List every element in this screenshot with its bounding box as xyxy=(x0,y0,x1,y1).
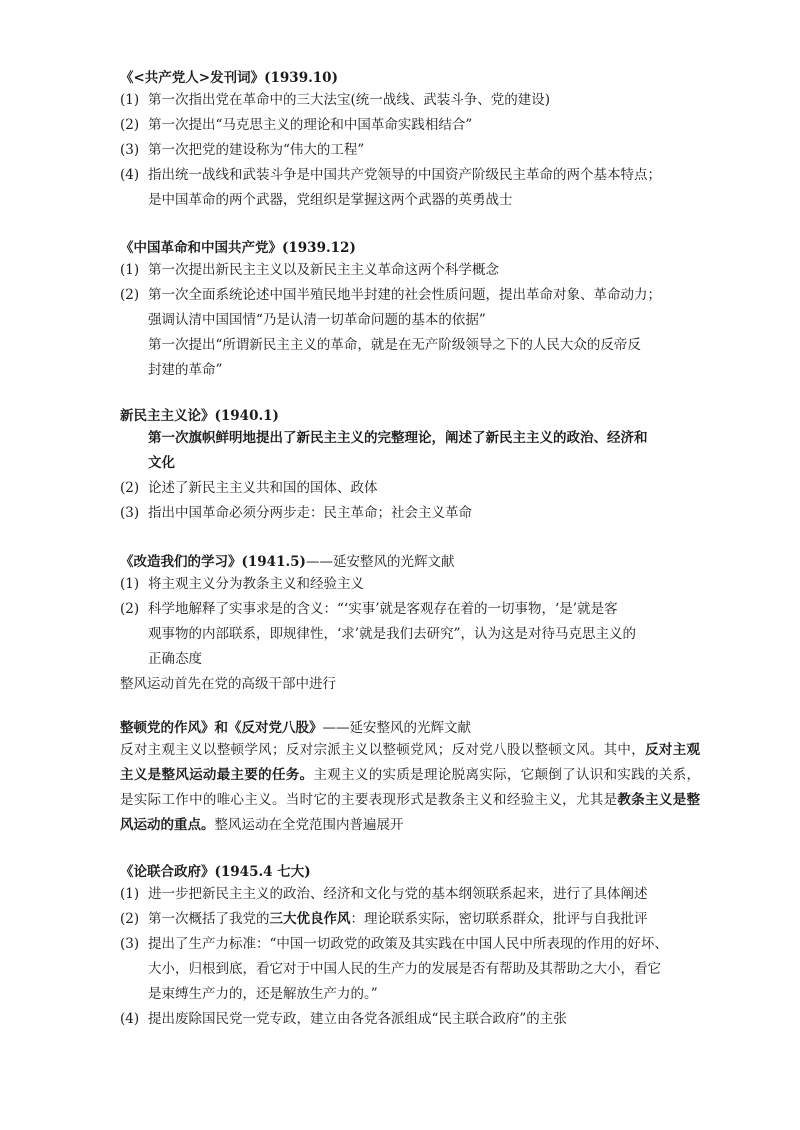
list-item: (1) 第一次指出党在革命中的三大法宝(统一战线、武装斗争、党的建设) xyxy=(120,92,551,108)
paragraph: 反对主观主义以整顿学风；反对宗派主义以整顿党风；反对党八股以整顿文风。其中，反对主观主义是整风运动最主要的任务。主观主义的实质是理论脱离实际，它颠倒了认识和实践的关系，是实际工作中的唯心主义。当时它的主要表现形式是教条主义和经验主义，尤其是教条主义是整风运动的重点。整风运动在全党范围内普遍展开 xyxy=(120,742,701,833)
list-item-continuation: 第一次提出“所谓新民主主义的革命，就是在无产阶级领导之下的人民大众的反帝反 xyxy=(148,337,641,353)
section-title: 《中国革命和中国共产党》(1939.12) xyxy=(120,240,356,256)
list-item: (2) 论述了新民主主义共和国的国体、政体 xyxy=(120,480,378,496)
bold-line: 文化 xyxy=(148,455,175,471)
section-title: 《改造我们的学习》(1941.5)——延安整风的光辉文献 xyxy=(120,554,455,570)
list-item: (1) 将主观主义分为教条主义和经验主义 xyxy=(120,576,364,592)
list-item: (3) 提出了生产力标准：“中国一切政党的政策及其实践在中国人民中所表现的作用的好坏、 xyxy=(120,936,668,952)
list-item: (2) 第一次概括了我党的三大优良作风：理论联系实际，密切联系群众，批评与自我批评 xyxy=(120,911,648,927)
list-item: (4) 提出废除国民党一党专政，建立由各党各派组成“民主联合政府”的主张 xyxy=(120,1011,567,1027)
list-item-continuation: 大小，归根到底，看它对于中国人民的生产力的发展是否有帮助及其帮助之大小，看它 xyxy=(148,961,661,977)
list-item: (2) 第一次全面系统论述中国半殖民地半封建的社会性质问题，提出革命对象、革命动力； xyxy=(120,287,661,303)
section-title: 《<共产党人>发刊词》(1939.10) xyxy=(120,70,338,86)
section-title: 《论联合政府》(1945.4 七大) xyxy=(120,864,311,880)
section-lun-lianhe-zhengfu xyxy=(120,862,700,1032)
section-zhongguo-geming xyxy=(120,238,700,383)
list-item-continuation: 观事物的内部联系，即规律性，‘求’就是我们去研究”，认为这是对待马克思主义的 xyxy=(148,626,636,642)
list-item: (1) 进一步把新民主主义的政治、经济和文化与党的基本纲领联系起来，进行了具体阐述 xyxy=(120,886,648,902)
bold-line: 第一次旗帜鲜明地提出了新民主主义的完整理论，阐述了新民主主义的政治、经济和 xyxy=(148,430,648,446)
list-item: (3) 第一次把党的建设称为“伟大的工程” xyxy=(120,142,365,158)
section-gaizao-xuexi xyxy=(120,552,700,697)
note-text: 整风运动首先在党的高级干部中进行 xyxy=(120,676,336,692)
list-item-continuation: 强调认清中国国情“乃是认清一切革命问题的基本的依据” xyxy=(148,312,486,328)
section-xinminzhuzhuyi-lun xyxy=(120,406,700,526)
list-item: (3) 指出中国革命必须分两步走：民主革命；社会主义革命 xyxy=(120,505,472,521)
list-item-continuation: 是束缚生产力的，还是解放生产力的。” xyxy=(148,986,378,1002)
section-title: 新民主主义论》(1940.1) xyxy=(120,408,279,424)
section-title: 整顿党的作风》和《反对党八股》——延安整风的光辉文献 xyxy=(120,720,471,736)
list-item: (1) 第一次提出新民主主义以及新民主主义革命这两个科学概念 xyxy=(120,262,499,278)
list-item: (4) 指出统一战线和武装斗争是中国共产党领导的中国资产阶级民主革命的两个基本特点； xyxy=(120,167,661,183)
list-item-continuation: 正确态度 xyxy=(148,651,202,667)
list-item-continuation: 封建的革命” xyxy=(148,362,223,378)
list-item: (2) 第一次提出“马克思主义的理论和中国革命实践相结合” xyxy=(120,117,473,133)
section-zhengdun-zuofeng xyxy=(120,718,700,838)
section-gongchandangren xyxy=(120,68,700,213)
list-item-continuation: 是中国革命的两个武器，党组织是掌握这两个武器的英勇战士 xyxy=(148,192,513,208)
list-item: (2) 科学地解释了实事求是的含义：“‘实事’就是客观存在着的一切事物，‘是’就是客 xyxy=(120,601,618,617)
